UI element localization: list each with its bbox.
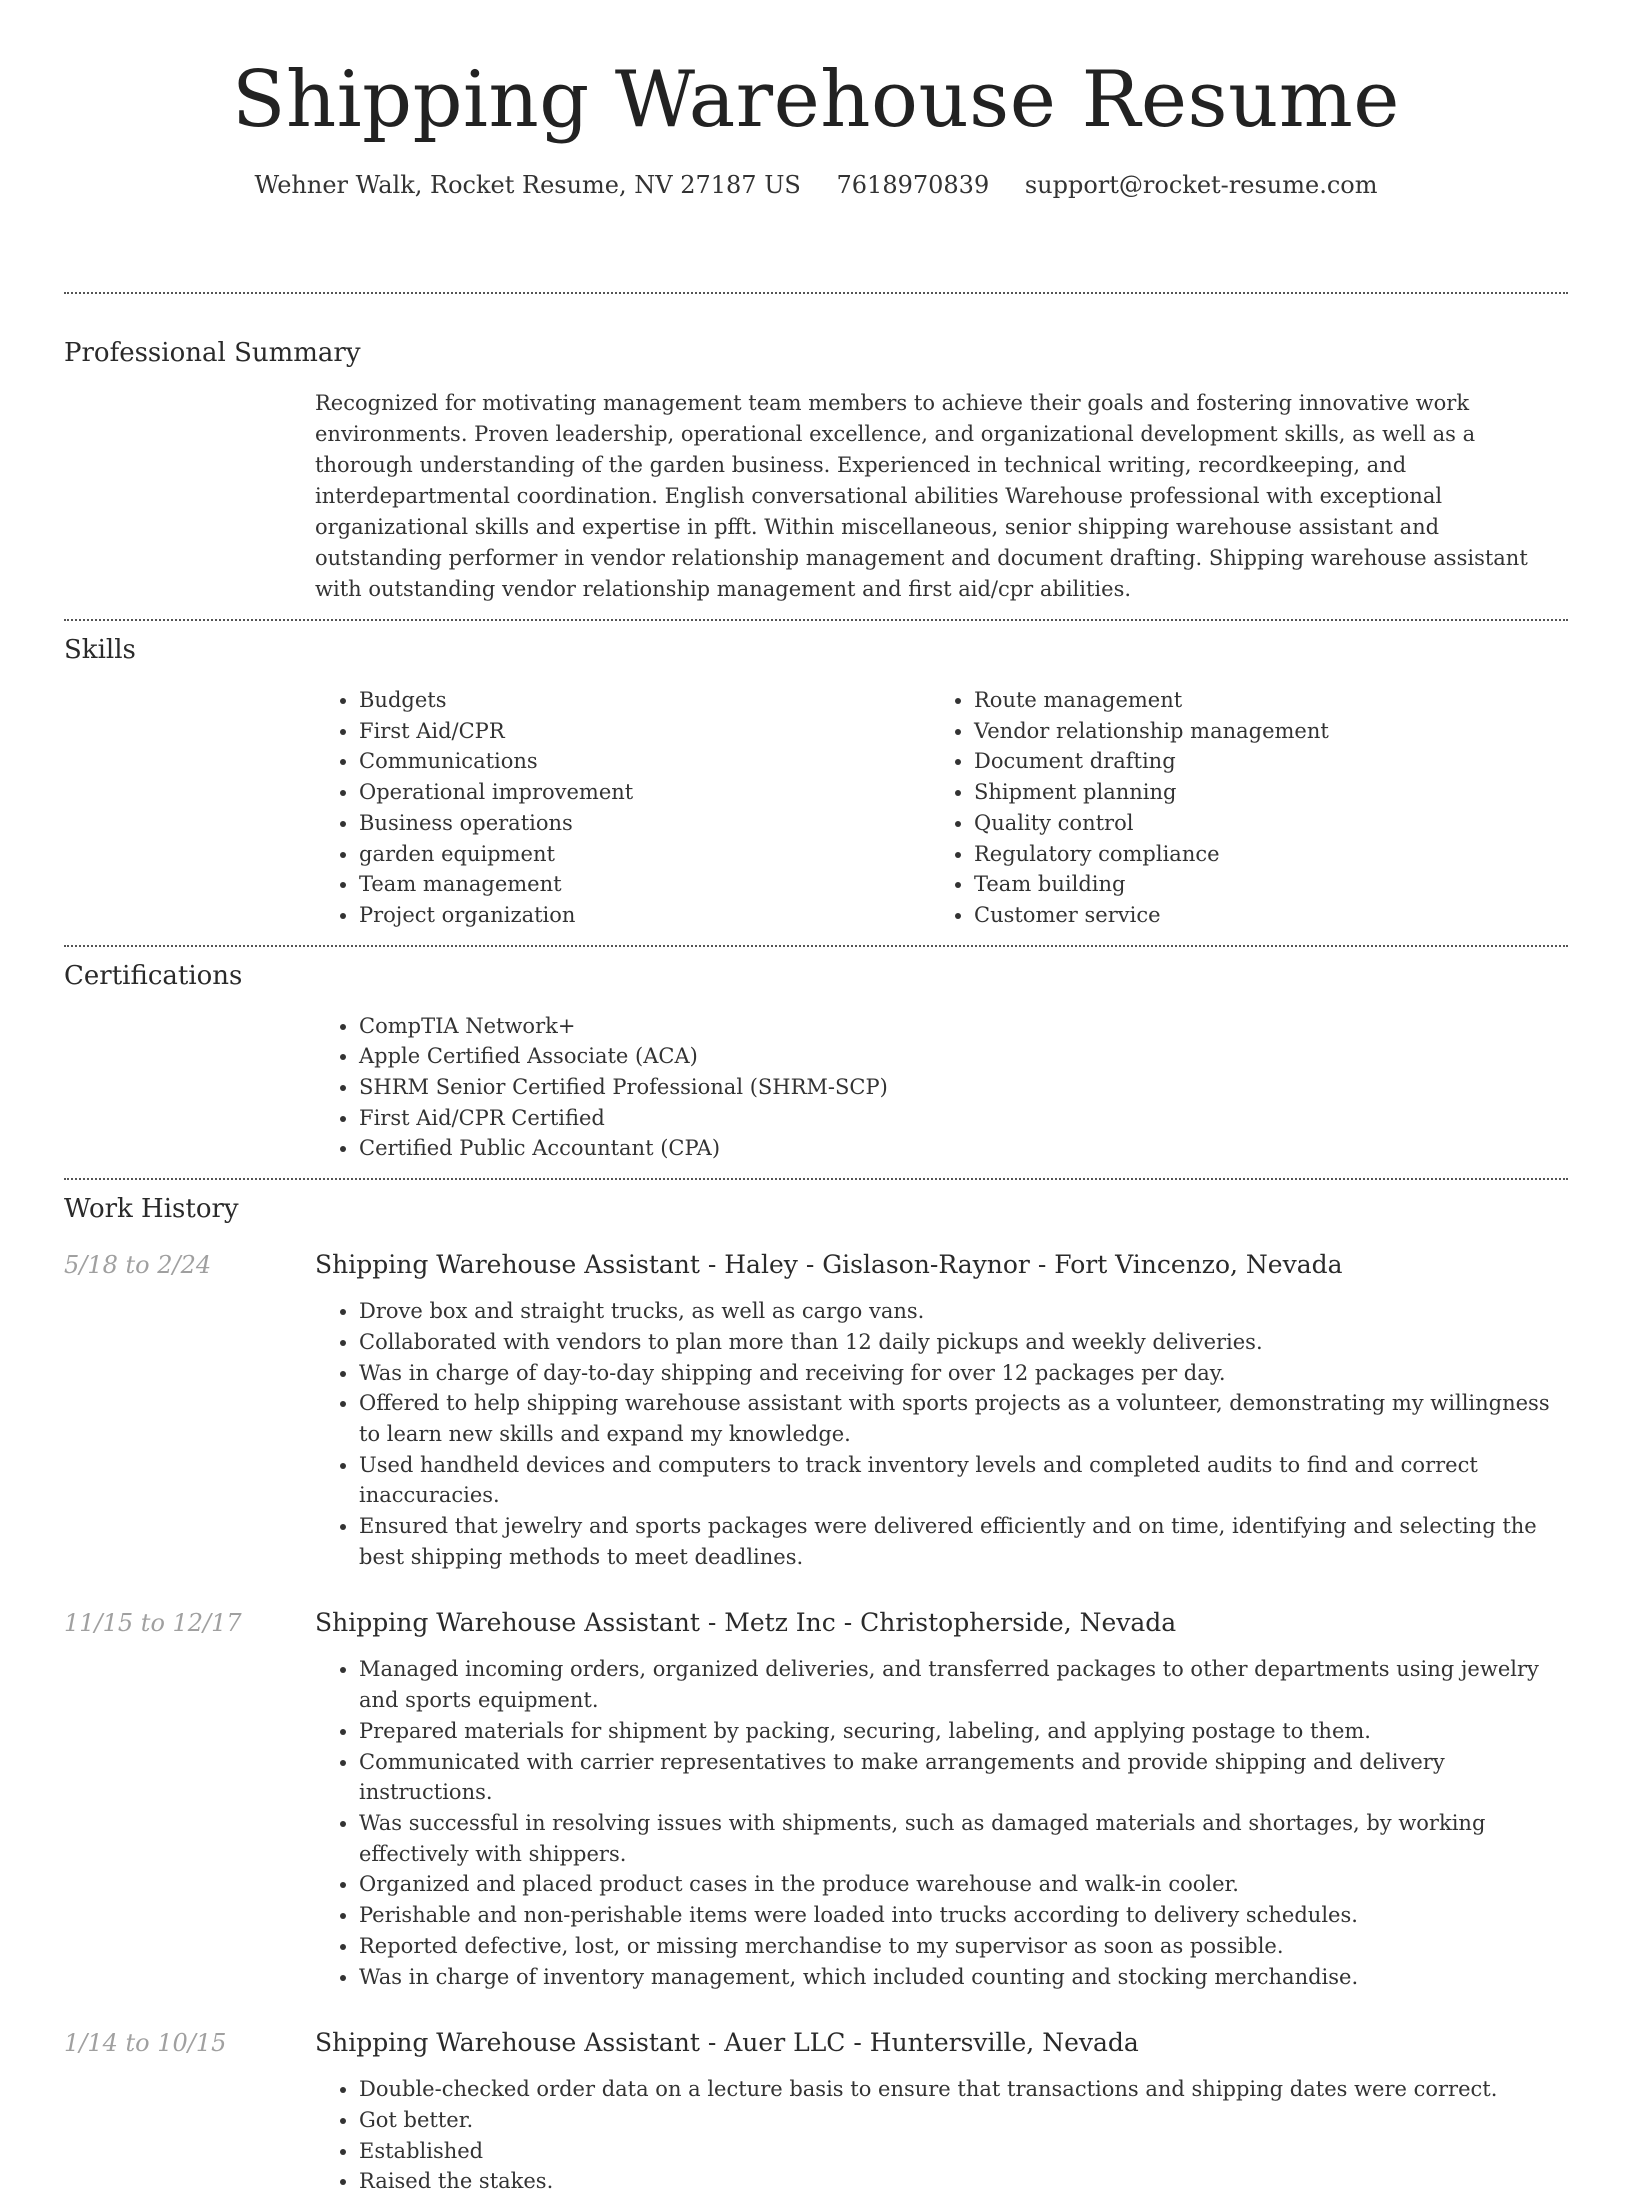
skill-item: • Project organization — [359, 900, 930, 931]
skill-item: • Communications — [359, 746, 930, 777]
job-bullet: • Offered to help shipping warehouse assistant with sports projects as a volunteer, demonstrating my willingness to learn new skills and expand my knowledge. — [359, 1388, 1568, 1449]
contact-line — [64, 168, 1568, 202]
job-dates: 5/18 to 2/24 — [64, 1251, 212, 1280]
job-bullet: • Perishable and non-perishable items were loaded into trucks according to delivery schedules. — [359, 1900, 1568, 1931]
summary-text: Recognized for motivating management team members to achieve their goals and fostering innovative work environments. Proven leadership, operational excellence, and organizational development skills, as well as a thorough understanding of the garden business. Experienced in technical writing, recordkeeping, and interdepartmental coordination. English conversational abilities Warehouse professional with exceptional organizational skills and expertise in pfft. Within miscellaneous, senior shipping warehouse assistant and outstanding performer in vendor relationship management and document drafting. Shipping warehouse assistant with outstanding vendor relationship management and first aid/cpr abilities. — [315, 391, 1528, 601]
job-bullet: • Drove box and straight trucks, as well as cargo vans. — [359, 1296, 1568, 1327]
job-bullet: • Reported defective, lost, or missing merchandise to my supervisor as soon as possible. — [359, 1931, 1568, 1962]
job-entry — [64, 1248, 1568, 1572]
skill-item: • Route management — [974, 685, 1545, 716]
certification-item: • SHRM Senior Certified Professional (SHRM-SCP) — [359, 1072, 1568, 1103]
skill-item: • Team management — [359, 869, 930, 900]
contact-address: Wehner Walk, Rocket Resume, NV 27187 US — [254, 171, 801, 199]
certifications-heading: Certifications — [64, 960, 243, 991]
job-bullets — [315, 1654, 1568, 1992]
skill-item: • Regulatory compliance — [974, 839, 1545, 870]
skills-list-right — [930, 685, 1545, 931]
certification-item: • First Aid/CPR Certified — [359, 1103, 1568, 1134]
skill-item: • Shipment planning — [974, 777, 1545, 808]
skill-item: • Document drafting — [974, 746, 1545, 777]
skill-item: • Customer service — [974, 900, 1545, 931]
resume-header — [64, 0, 1568, 242]
certification-item: • Apple Certified Associate (ACA) — [359, 1041, 1568, 1072]
job-bullet: • Used handheld devices and computers to track inventory levels and completed audits to find and correct inaccuracies. — [359, 1450, 1568, 1511]
skill-item: • Business operations — [359, 808, 930, 839]
work-history-heading: Work History — [64, 1194, 239, 1225]
job-bullet: • Raised the stakes. — [359, 2166, 1568, 2197]
job-title: Shipping Warehouse Assistant - Metz Inc - Christopherside, Nevada — [315, 1608, 1177, 1638]
contact-phone: 7618970839 — [836, 171, 990, 199]
summary-heading: Professional Summary — [64, 338, 361, 368]
skills-section — [64, 621, 1568, 931]
job-bullet: • Managed incoming orders, organized deliveries, and transferred packages to other departments using jewelry and sports equipment. — [359, 1654, 1568, 1715]
resume-page — [64, 0, 1568, 2197]
job-bullet: • Ensured that jewelry and sports packages were delivered efficiently and on time, identifying and selecting the best shipping methods to meet deadlines. — [359, 1511, 1568, 1572]
job-bullet: • Got better. — [359, 2105, 1568, 2136]
certifications-section — [64, 947, 1568, 1165]
skill-item: • Quality control — [974, 808, 1545, 839]
job-bullet: • Prepared materials for shipment by packing, securing, labeling, and applying postage to them. — [359, 1716, 1568, 1747]
job-bullet: • Collaborated with vendors to plan more than 12 daily pickups and weekly deliveries. — [359, 1327, 1568, 1358]
job-entry — [64, 1606, 1568, 1992]
job-dates: 1/14 to 10/15 — [64, 2029, 227, 2058]
skill-item: • Team building — [974, 869, 1545, 900]
skills-heading: Skills — [64, 635, 136, 665]
job-bullet: • Established — [359, 2136, 1568, 2167]
certifications-list — [315, 1011, 1568, 1165]
job-bullets — [315, 2074, 1568, 2197]
contact-email: support@rocket-resume.com — [1024, 171, 1378, 199]
certification-item: • Certified Public Accountant (CPA) — [359, 1133, 1568, 1164]
skill-item: • First Aid/CPR — [359, 716, 930, 747]
job-dates: 11/15 to 12/17 — [64, 1609, 242, 1638]
skill-item: • Operational improvement — [359, 777, 930, 808]
job-title: Shipping Warehouse Assistant - Auer LLC - Huntersville, Nevada — [315, 2028, 1139, 2058]
skill-item: • Budgets — [359, 685, 930, 716]
skill-item: • Vendor relationship management — [974, 716, 1545, 747]
job-bullet: • Was in charge of day-to-day shipping and receiving for over 12 packages per day. — [359, 1358, 1568, 1389]
certification-item: • CompTIA Network+ — [359, 1011, 1568, 1042]
job-bullet: • Was in charge of inventory management, which included counting and stocking merchandise. — [359, 1962, 1568, 1993]
job-bullet: • Communicated with carrier representatives to make arrangements and provide shipping and delivery instructions. — [359, 1747, 1568, 1808]
work-history-section — [64, 1180, 1568, 2197]
job-bullet: • Was successful in resolving issues with shipments, such as damaged materials and shortages, by working effectively with shippers. — [359, 1808, 1568, 1869]
job-bullet: • Organized and placed product cases in the produce warehouse and walk-in cooler. — [359, 1869, 1568, 1900]
summary-section — [64, 294, 1568, 605]
skills-list-left — [315, 685, 930, 931]
job-bullet: • Double-checked order data on a lecture basis to ensure that transactions and shipping dates were correct. — [359, 2074, 1568, 2105]
job-bullets — [315, 1296, 1568, 1572]
job-title: Shipping Warehouse Assistant - Haley - Gislason-Raynor - Fort Vincenzo, Nevada — [315, 1250, 1343, 1280]
skill-item: • garden equipment — [359, 839, 930, 870]
resume-title: Shipping Warehouse Resume — [232, 55, 1400, 145]
